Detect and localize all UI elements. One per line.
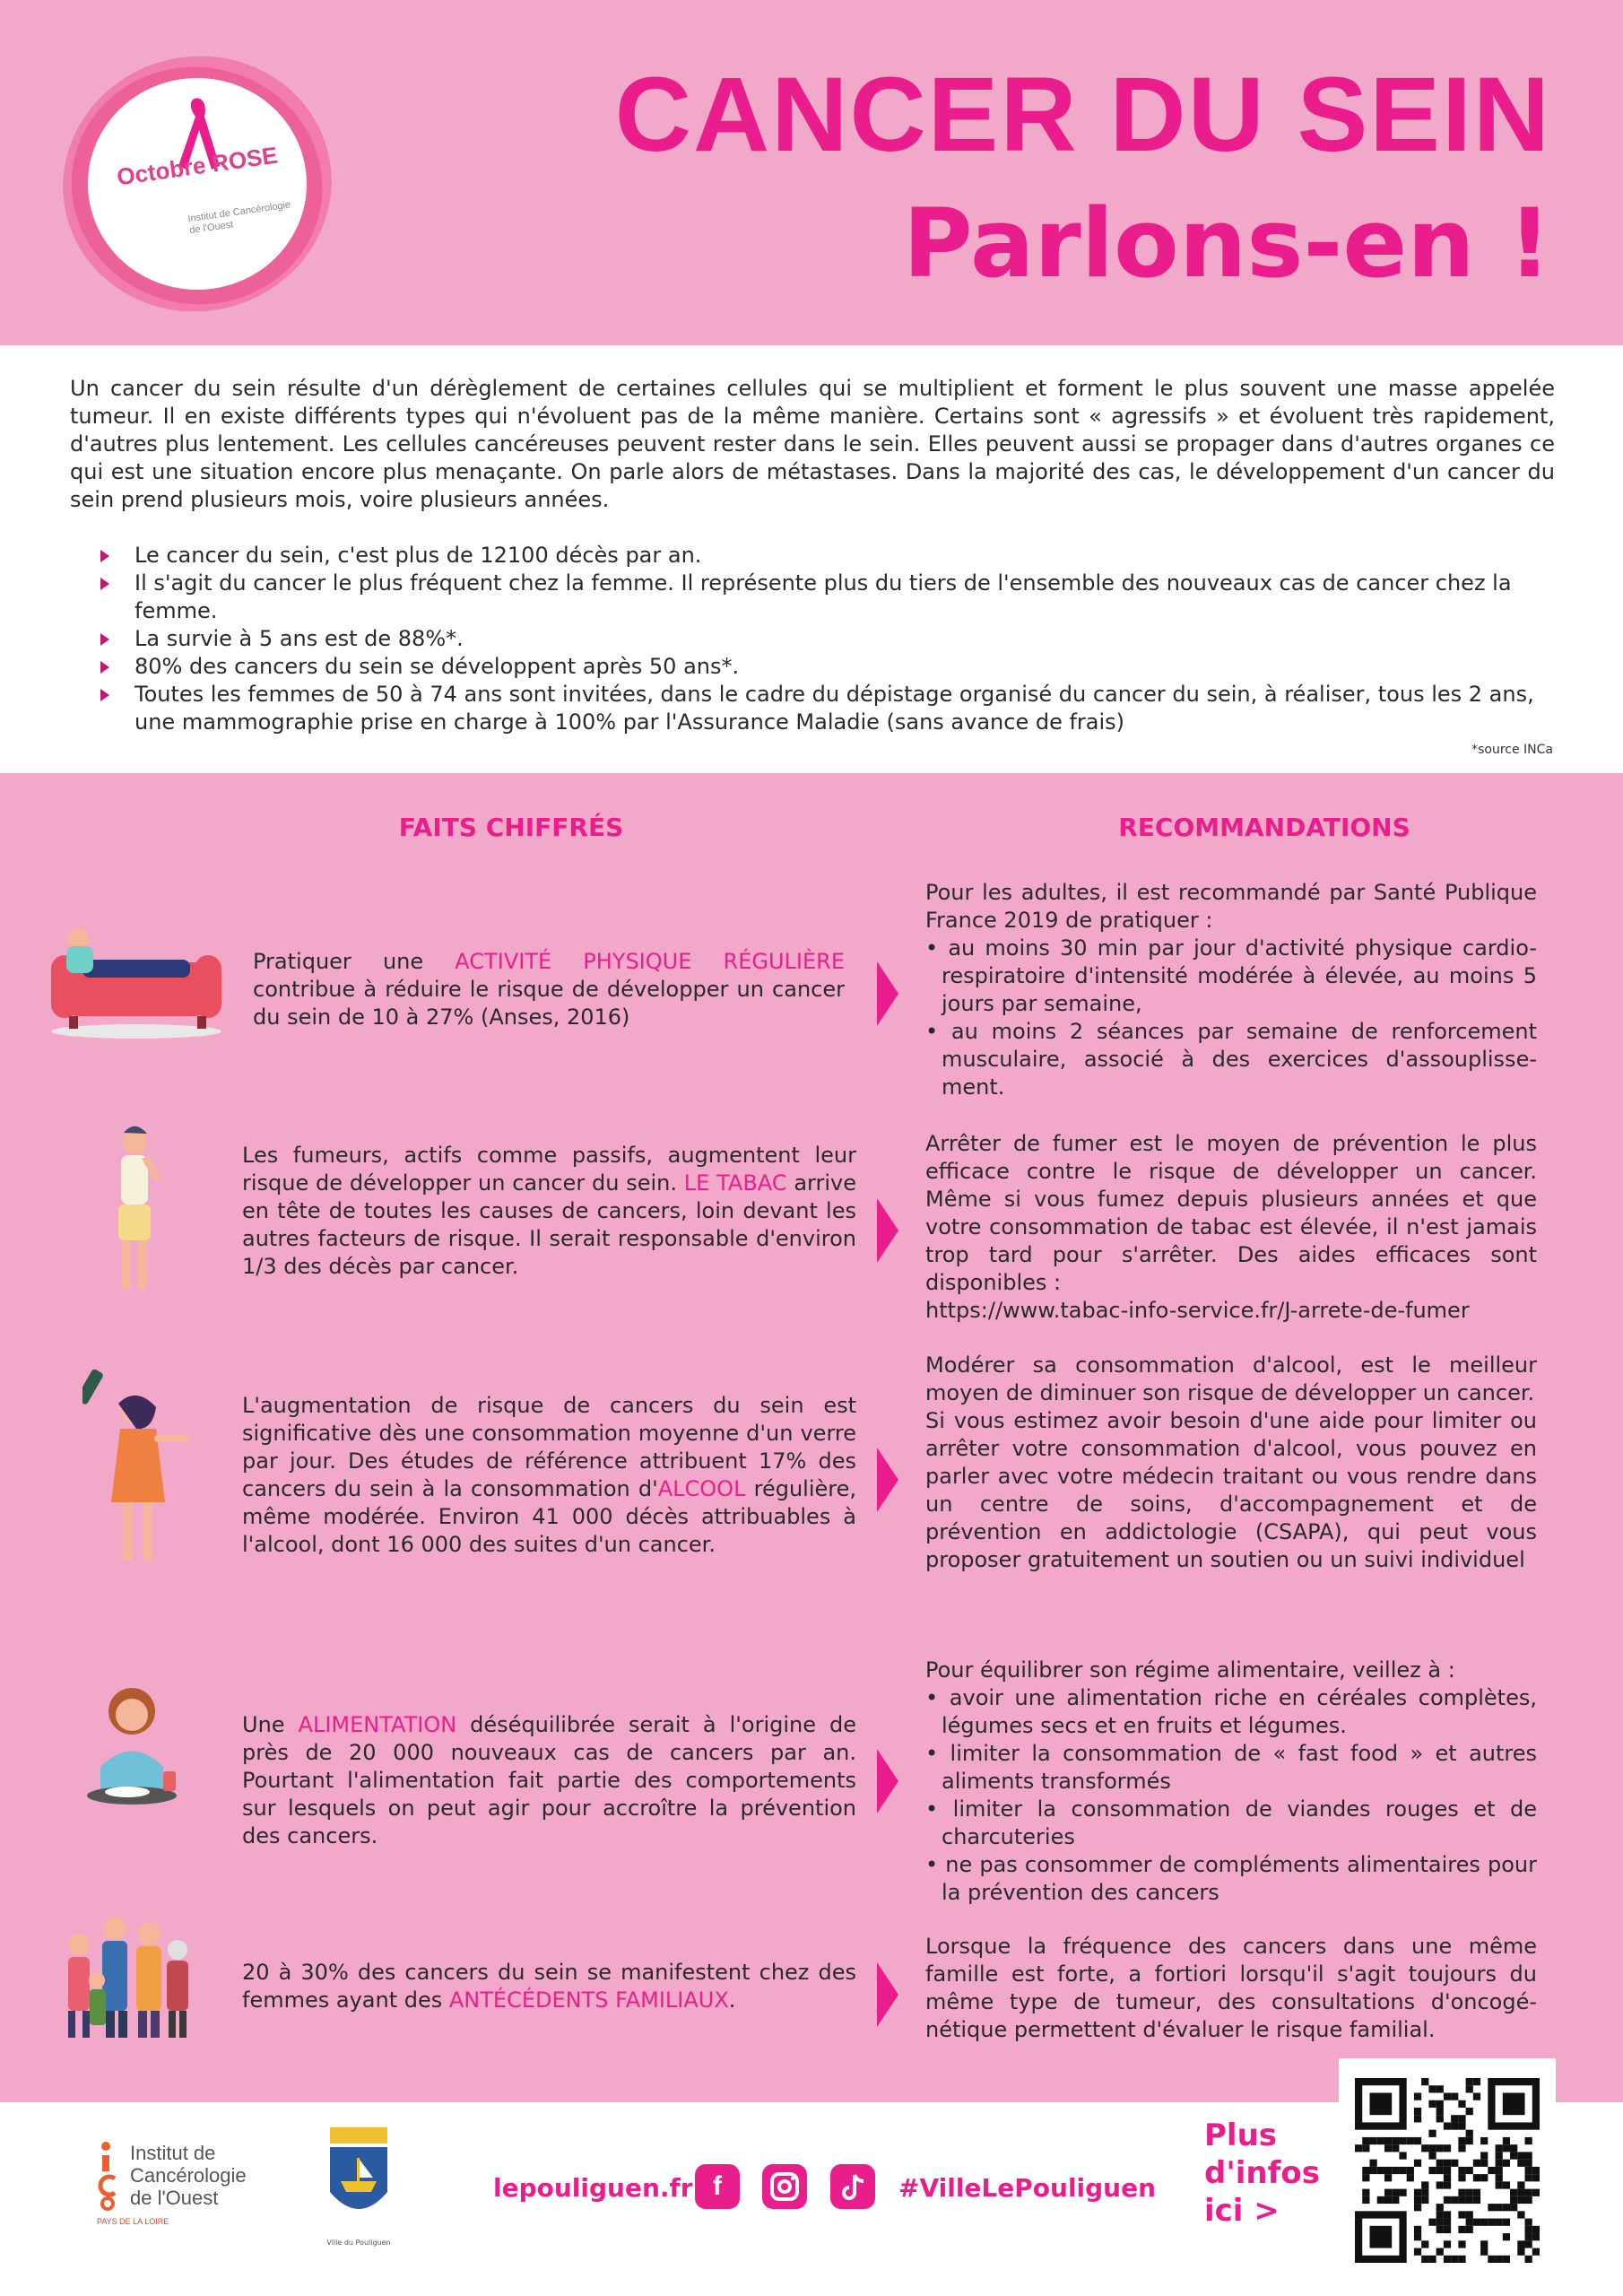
activity-recommendation: Pour les adultes, il est recommandé par Santé Publique France 2019 de pratiquer : • au moins 30 min par jour d'activité physique cardio-respiratoire d'intensité modérée à élevée, au moins 5 jours par semaine, • au moins 2 séances par semaine de renforcement musculaire, associé à des exercices d'assouplisse-ment. — [925, 880, 1537, 1100]
ico-tagline: PAYS DE LA LOIRE — [97, 2217, 169, 2226]
list-item: Toutes les femmes de 50 à 74 ans sont invitées, dans le cadre du dépistage organisé du cancer du sein, à réaliser, tous les 2 ans, une mammographie prise en charge à 100% par l'Assurance Maladie (sans avance de frais) — [99, 681, 1551, 736]
tiktok-icon[interactable] — [830, 2164, 875, 2209]
logo-title: Octobre ROSE — [115, 141, 280, 191]
town-crest-icon — [321, 2127, 396, 2235]
smoker-illustration — [99, 1119, 170, 1299]
header-banner — [0, 0, 1623, 345]
tobacco-recommendation: Arrêter de fumer est le moyen de prévention le plus efficace contre le risque de développer un cancer. Même si vous fumez depuis plusieurs années et que votre consommation de tabac est élevée, il n'est jamais trop tard pour s'arrêter. Des aides efficaces sont disponibles : https://www.tabac-info-service.fr/J-arrete-de-fumer — [925, 1131, 1537, 1323]
family-illustration — [52, 1909, 195, 2043]
arrow-icon — [877, 1198, 898, 1263]
family-recommendation: Lorsque la fréquence des cancers dans une même famille est forte, a fortiori lorsqu'il s'agit toujours du même type de tumeur, des consultations d'oncogé-nétique permettent d'évaluer le risque familial. — [925, 1934, 1537, 2042]
arrow-icon — [877, 1962, 898, 2027]
facts-column-title: FAITS CHIFFRÉS — [398, 813, 624, 842]
key-facts-list — [99, 542, 1551, 736]
list-item: Le cancer du sein, c'est plus de 12100 décès par an. — [99, 542, 1551, 570]
page-title: CANCER DU SEIN — [614, 56, 1551, 174]
sofa-person-illustration — [47, 919, 226, 1040]
source-note: *source INCa — [1471, 743, 1553, 757]
facebook-icon[interactable]: f — [695, 2164, 740, 2209]
instagram-icon[interactable] — [762, 2164, 807, 2209]
family-fact: 20 à 30% des cancers du sein se manifestent chez des femmes ayant des ANTÉCÉDENTS FAMILIAUX. — [242, 1960, 856, 2013]
crest-label: Ville du Pouliguen — [326, 2239, 391, 2247]
website-link[interactable]: lepouliguen.fr — [493, 2173, 693, 2203]
food-fact: Une ALIMENTATION déséquilibrée serait à l'origine de près de 20 000 nouveaux cas de cancers par an. Pourtant l'alimentation fait partie des comportements sur lesquels on peut agir pour accroître la prévention des cancers. — [242, 1712, 856, 1848]
food-recommendation: Pour équilibrer son régime alimentaire, veillez à : • avoir une alimentation riche en céréales complètes, légumes secs et en fruits et légumes. • limiter la consommation de « fast food » et autres aliments transformés • limiter la consommation de viandes rouges et de charcuteries • ne pas consommer de compléments alimentaires pour la prévention des cancers — [925, 1657, 1537, 1905]
intro-paragraph: Un cancer du sein résulte d'un dérèglement de certaines cellules qui se multiplient et forment le plus souvent une masse appelée tumeur. Il en existe différents types qui n'évoluent pas de la même manière. Certains sont « agressifs » et évoluent très rapidement, d'autres plus lentement. Les cellules cancéreuses peuvent rester dans le sein. Elles peuvent aussi se propager dans d'autres organes ce qui est une situation encore plus menaçante. On parle alors de métastases. Dans la majorité des cas, le développement d'un cancer du sein prend plusieurs mois, voire plusieurs années. — [70, 376, 1555, 512]
activity-fact: Pratiquer une ACTIVITÉ PHYSIQUE RÉGULIÈRE contribue à réduire le risque de développer un cancer du sein de 10 à 27% (Anses, 2016) — [253, 949, 845, 1030]
arrow-icon — [877, 1448, 898, 1512]
arrow-icon — [877, 1749, 898, 1813]
logo-subtitle: Institut de Cancérologie de l'Ouest — [187, 199, 291, 237]
recommendations-column-title: RECOMMANDATIONS — [1118, 813, 1410, 842]
qr-code-icon[interactable] — [1339, 2058, 1556, 2287]
eating-woman-illustration — [74, 1677, 190, 1812]
alcohol-fact: L'augmentation de risque de cancers du sein est significative dès une consommation moyenne d'un verre par jour. Des études de référence attribuent 17% des cancers du sein à la consommation d'ALCOOL régulière, même modérée. Environ 41 000 décès attribuables à l'alcool, dont 16 000 des suites d'un cancer. — [242, 1393, 856, 1557]
ico-logo-text: Institut de Cancérologie de l'Ouest — [130, 2142, 247, 2209]
octobre-rose-logo — [54, 40, 341, 327]
hashtag-link[interactable]: #VilleLePouliguen — [898, 2173, 1157, 2203]
ico-logo-icon — [97, 2139, 122, 2211]
alcohol-illustration — [82, 1368, 199, 1570]
list-item: La survie à 5 ans est de 88%*. — [99, 625, 1551, 653]
list-item: Il s'agit du cancer le plus fréquent chez la femme. Il représente plus du tiers de l'ensemble des nouveaux cas de cancer chez la femme. — [99, 570, 1551, 625]
arrow-icon — [877, 961, 898, 1026]
list-item: 80% des cancers du sein se développent après 50 ans*. — [99, 653, 1551, 681]
tobacco-fact: Les fumeurs, actifs comme passifs, augmentent leur risque de développer un cancer du sein. LE TABAC arrive en tête de toutes les causes de cancers, loin devant les autres facteurs de risque. Il serait responsable d'environ 1/3 des décès par cancer. — [242, 1143, 856, 1279]
alcohol-recommendation: Modérer sa consommation d'alcool, est le meilleur moyen de diminuer son risque de développer un cancer. Si vous estimez avoir besoin d'une aide pour limiter ou arrêter votre consommation d'alcool, vous pouvez en parler avec votre médecin traitant ou vous rendre dans un centre de soins, d'accompagnement et de prévention en addictologie (CSAPA), qui peut vous proposer gratuitement un soutien ou un suivi individuel — [925, 1352, 1537, 1572]
more-info-link[interactable]: Plus d'infos ici > — [1204, 2118, 1320, 2229]
page-subtitle: Parlons-en ! — [903, 188, 1551, 299]
tobacco-help-link[interactable]: https://www.tabac-info-service.fr/J-arrete-de-fumer — [925, 1298, 1470, 1323]
